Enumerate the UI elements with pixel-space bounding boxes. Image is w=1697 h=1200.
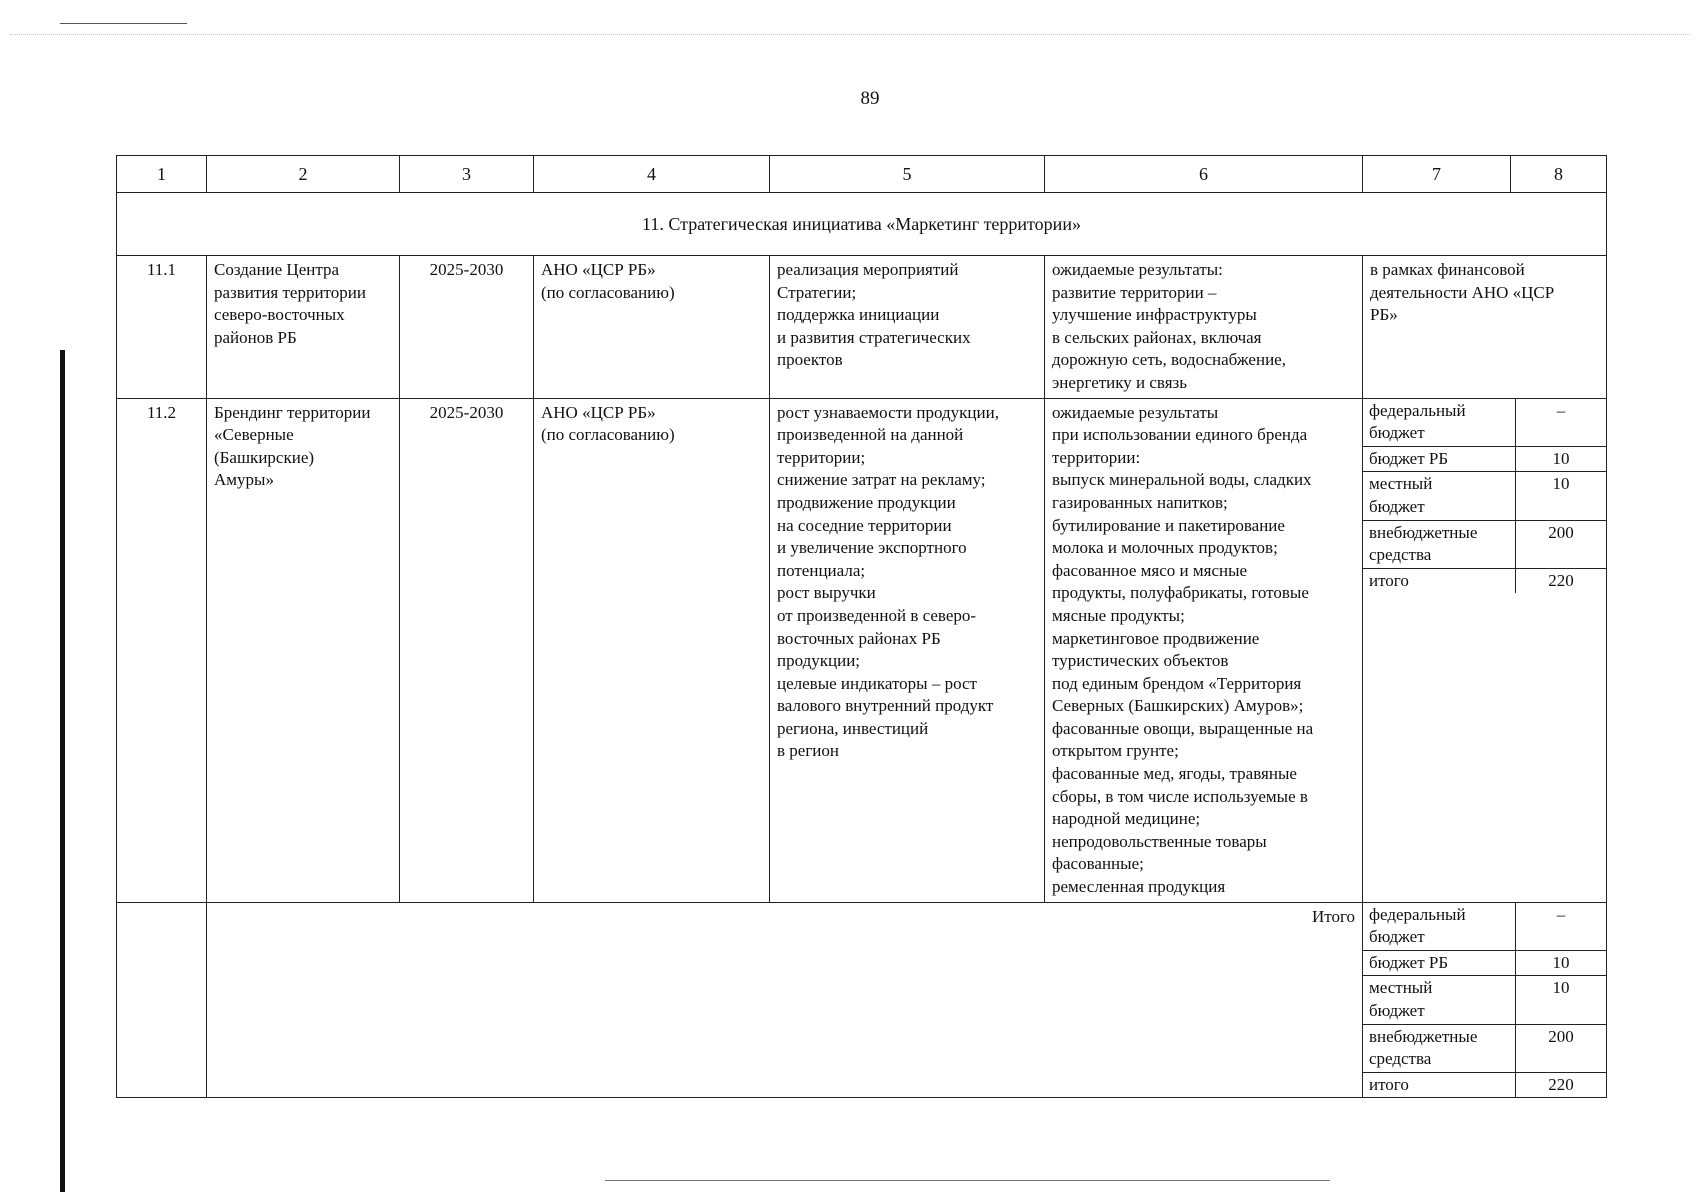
financing-source: бюджет РБ <box>1363 447 1516 472</box>
financing-row <box>1363 521 1606 569</box>
financing-value: 10 <box>1552 474 1570 494</box>
financing-value: 200 <box>1548 1026 1574 1046</box>
financing-breakdown <box>1363 398 1607 902</box>
financing-source: бюджет РБ <box>1363 951 1516 976</box>
financing-value: – <box>1556 904 1566 924</box>
column-number: 7 <box>1363 156 1511 193</box>
financing-row <box>1363 1073 1606 1098</box>
financing-source: внебюджетные средства <box>1363 1025 1516 1072</box>
table-row <box>117 398 1607 902</box>
financing-row <box>1363 903 1606 951</box>
financing-source: федеральный бюджет <box>1363 903 1516 950</box>
financing-value: 200 <box>1548 522 1574 542</box>
financing-row <box>1363 951 1606 977</box>
column-number-row <box>117 156 1607 193</box>
financing-source: местный бюджет <box>1363 976 1516 1023</box>
executor: АНО «ЦСР РБ» (по согласованию) <box>534 398 770 902</box>
table-row <box>117 256 1607 399</box>
financing-value: – <box>1556 400 1566 420</box>
scan-artifact-left-bar <box>60 350 65 1192</box>
section-row <box>117 193 1607 256</box>
financing-source: итого <box>1363 1073 1516 1098</box>
financing-row <box>1363 472 1606 520</box>
period: 2025-2030 <box>400 256 534 399</box>
row-number: 11.1 <box>117 256 207 399</box>
column-number: 3 <box>400 156 534 193</box>
goals: рост узнаваемости продукции, произведенной на данной территории; снижение затрат на рекламу; продвижение продукции на соседние территории и увеличение экспортного потенциала; рост выручки от произведенной в северо- восточных районах РБ продукции; целевые индикаторы – рост валового внутренний продукт региона, инвестиций в регион <box>770 398 1045 902</box>
column-number: 6 <box>1045 156 1363 193</box>
total-empty-cell <box>117 902 207 1098</box>
financing-value: 220 <box>1548 1074 1574 1094</box>
financing-row <box>1363 569 1606 594</box>
financing-row <box>1363 447 1606 473</box>
financing-value: 10 <box>1552 448 1570 468</box>
financing-source: местный бюджет <box>1363 472 1516 519</box>
section-title: 11. Стратегическая инициатива «Маркетинг территории» <box>117 193 1607 256</box>
initiative-name: Брендинг территории «Северные (Башкирские) Амуры» <box>207 398 400 902</box>
financing-value: 220 <box>1548 570 1574 590</box>
expected-results: ожидаемые результаты: развитие территории – улучшение инфраструктуры в сельских районах, включая дорожную сеть, водоснабжение, энергетику и связь <box>1045 256 1363 399</box>
initiatives-table <box>116 155 1607 1098</box>
scan-artifact-bottom-line <box>605 1180 1330 1181</box>
total-financing <box>1363 902 1607 1098</box>
scan-artifact-dots <box>10 34 1690 35</box>
column-number: 8 <box>1511 156 1607 193</box>
period: 2025-2030 <box>400 398 534 902</box>
goals: реализация мероприятий Стратегии; поддержка инициации и развития стратегических проектов <box>770 256 1045 399</box>
column-number: 4 <box>534 156 770 193</box>
expected-results: ожидаемые результаты при использовании единого бренда территории: выпуск минеральной воды, сладких газированных напитков; бутилирование и пакетирование молока и молочных продуктов; фасованное мясо и мясные продукты, полуфабрикаты, готовые мясные продукты; маркетинговое продвижение туристических объектов под единым брендом «Территория Северных (Башкирских) Амуров»; фасованные овощи, выращенные на открытом грунте; фасованные мед, ягоды, травяные сборы, в том числе используемые в народной медицине; непродовольственные товары фасованные; ремесленная продукция <box>1045 398 1363 902</box>
financing-source: внебюджетные средства <box>1363 521 1516 568</box>
row-number: 11.2 <box>117 398 207 902</box>
executor: АНО «ЦСР РБ» (по согласованию) <box>534 256 770 399</box>
financing-row <box>1363 399 1606 447</box>
financing-source: итого <box>1363 569 1516 594</box>
scan-artifact-line <box>60 23 187 24</box>
financing-value: 10 <box>1552 978 1570 998</box>
total-row <box>117 902 1607 1098</box>
page-number: 89 <box>860 88 880 109</box>
column-number: 2 <box>207 156 400 193</box>
column-number: 1 <box>117 156 207 193</box>
financing-row <box>1363 976 1606 1024</box>
financing-source: федеральный бюджет <box>1363 399 1516 446</box>
column-number: 5 <box>770 156 1045 193</box>
total-label: Итого <box>207 902 1363 1098</box>
financing-value: 10 <box>1552 952 1570 972</box>
initiative-name: Создание Центра развития территории северо-восточных районов РБ <box>207 256 400 399</box>
financing-note: в рамках финансовой деятельности АНО «ЦСР РБ» <box>1363 256 1607 399</box>
financing-row <box>1363 1025 1606 1073</box>
